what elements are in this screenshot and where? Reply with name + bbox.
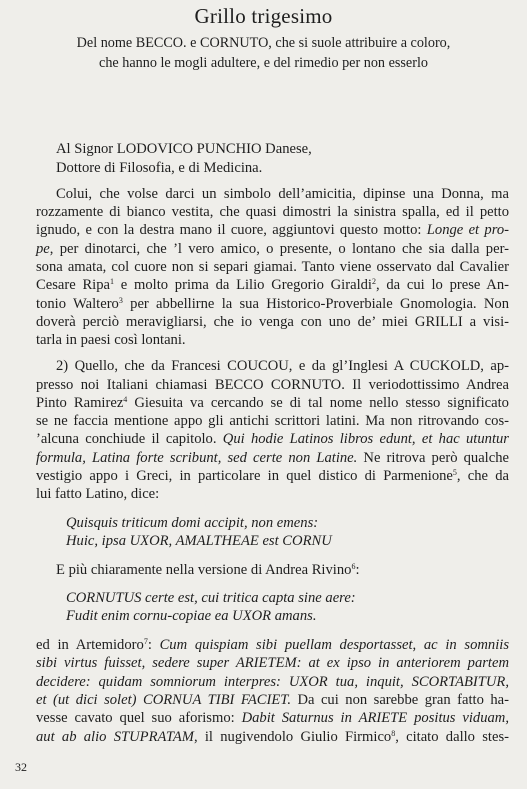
- italic-text: Fudit enim cornu-copiae ea UXOR amans.: [66, 608, 317, 624]
- text-segment: Ne ritrova però qualche: [357, 450, 509, 466]
- text-line: [56, 561, 360, 579]
- footnote-marker: 8: [391, 729, 396, 738]
- italic-text: pe: [36, 241, 50, 257]
- italic-text: formula, Latina forte scribunt, sed certe non Latine.: [36, 450, 358, 466]
- text-line: [36, 449, 509, 467]
- text-segment: tarla in paesi così lontani.: [36, 332, 186, 348]
- footnote-marker: 1: [110, 277, 115, 286]
- text-line: [56, 159, 262, 177]
- text-segment: , il nugivendolo Giulio Firmico: [193, 729, 392, 745]
- text-segment: Dottore di Filosofia, e di Medicina.: [56, 160, 263, 176]
- text-line: [36, 331, 186, 349]
- text-segment: , citato dallo stes-: [395, 729, 509, 745]
- italic-text: Longe et pro-: [426, 222, 510, 238]
- text-segment: Giesuita va cercando se di tal nome nello stesso significato: [127, 395, 509, 411]
- text-line: [36, 412, 509, 430]
- italic-text: Cum quispiam sibi puellam desportasset, ac in somniis: [159, 637, 509, 653]
- italic-text: Qui hodie Latinos libros edunt, et hac utuntur: [222, 431, 509, 447]
- footnote-marker: 6: [351, 562, 356, 571]
- text-segment: per abbellirne la sua Historico-Proverbiale Gnomologia. Non: [122, 296, 509, 312]
- chapter-title: Grillo trigesimo: [194, 4, 333, 28]
- text-line: [36, 203, 509, 221]
- text-line: [36, 636, 509, 654]
- page-number: 32: [15, 760, 27, 774]
- italic-text: Quisquis triticum domi accipit, non emens:: [66, 515, 319, 531]
- text-segment: , da cui lo prese An-: [375, 277, 509, 293]
- text-line: [66, 607, 316, 625]
- text-line: [36, 276, 509, 294]
- text-segment: ’alcuna conchiude il capitolo.: [36, 431, 223, 447]
- text-line: [36, 376, 509, 394]
- text-segment: vestigio appo i Greci, in particolare in quel distico di Parmenione: [36, 468, 453, 484]
- text-line: [56, 185, 509, 203]
- italic-text: sibi virtus fuisset, sedere super ARIETEM: at ex ipso in anteriorem partem: [36, 655, 509, 671]
- text-segment: Pinto Ramirez: [36, 395, 124, 411]
- text-segment: Cesare Ripa: [36, 277, 111, 293]
- subtitle-line: Del nome BECCO. e CORNUTO, che si suole attribuire a coloro,: [76, 35, 451, 51]
- text-line: [36, 258, 509, 276]
- text-line: [66, 514, 318, 532]
- text-segment: Colui, che volse darci un simbolo dell’amicitia, dipinse una Donna, ma: [56, 186, 509, 202]
- italic-text: Huic, ipsa UXOR, AMALTHEAE est CORNU: [66, 533, 332, 549]
- text-segment: ed in Artemidoro: [36, 637, 144, 653]
- text-line: [66, 532, 332, 550]
- text-line: [36, 673, 509, 691]
- text-line: [36, 240, 509, 258]
- text-segment: 2) Quello, che da Francesi COUCOU, e da gl’Inglesi A CUCKOLD, ap-: [56, 358, 509, 374]
- text-segment: tonio Waltero: [36, 296, 119, 312]
- text-line: [56, 140, 312, 158]
- text-segment: Da cui non sarebbe gran fatto ha-: [290, 692, 509, 708]
- text-segment: :: [147, 637, 160, 653]
- text-line: [56, 357, 509, 375]
- text-line: [36, 394, 509, 412]
- text-line: [36, 221, 509, 239]
- text-segment: , che da: [456, 468, 509, 484]
- text-segment: sona amata, col cuore non si separi giamai. Tanto viene osservato dal Cavalier: [36, 259, 509, 275]
- footnote-marker: 3: [118, 296, 123, 305]
- text-segment: doverà perciò meravigliarsi, che io venga con uno de’ miei GRILLI a visi-: [36, 314, 509, 330]
- text-segment: se ne faccia mentione appo gli antichi scrittori latini. Ma non ritrovando cos-: [36, 413, 509, 429]
- footnote-marker: 5: [452, 468, 457, 477]
- italic-text: decidere: quidam somniorum interpres: UXOR tua, inquit, SCORTABITUR,: [36, 674, 509, 690]
- italic-text: Dabit Saturnus in ARIETE positus viduam,: [241, 710, 509, 726]
- text-line: [36, 691, 509, 709]
- italic-text: et (ut dici solet) CORNUA TIBI FACIET.: [36, 692, 291, 708]
- italic-text: aut ab alio STUPRATAM: [36, 729, 194, 745]
- text-segment: rozzamente di bianco vestita, che quasi dimostri la sinistra spalla, ed il petto: [36, 204, 509, 220]
- text-line: [36, 728, 509, 746]
- text-line: [36, 430, 509, 448]
- text-segment: presso noi Italiani chiamasi BECCO CORNUTO. Il veriodottissimo Andrea: [36, 377, 509, 393]
- footnote-marker: 2: [371, 277, 376, 286]
- text-segment: E più chiaramente nella versione di Andrea Rivino: [56, 562, 352, 578]
- text-line: [66, 589, 356, 607]
- text-line: [36, 313, 509, 331]
- text-segment: Al Signor LODOVICO PUNCHIO Danese,: [56, 141, 312, 157]
- text-segment: e molto prima da Lilio Gregorio Giraldi: [114, 277, 372, 293]
- text-segment: vesse cavato quel suo aforismo:: [36, 710, 242, 726]
- text-segment: :: [355, 562, 360, 578]
- chapter-subtitle: [0, 33, 527, 73]
- text-line: [36, 654, 509, 672]
- text-line: [36, 709, 509, 727]
- text-segment: , per dinotarci, che ’l vero amico, o presente, o lontano che sia dalla per-: [49, 241, 509, 257]
- italic-text: CORNUTUS certe est, cui tritica capta sine aere:: [66, 590, 356, 606]
- text-line: [36, 467, 509, 485]
- text-line: [36, 295, 509, 313]
- text-line: [36, 485, 159, 503]
- text-segment: lui fatto Latino, dice:: [36, 486, 160, 502]
- text-segment: ignudo, e con la destra mano il cuore, aggiuntovi questo motto:: [36, 222, 427, 238]
- footnote-marker: 7: [143, 637, 148, 646]
- footnote-marker: 4: [123, 395, 128, 404]
- subtitle-line: che hanno le mogli adultere, e del rimedio per non esserlo: [99, 55, 428, 71]
